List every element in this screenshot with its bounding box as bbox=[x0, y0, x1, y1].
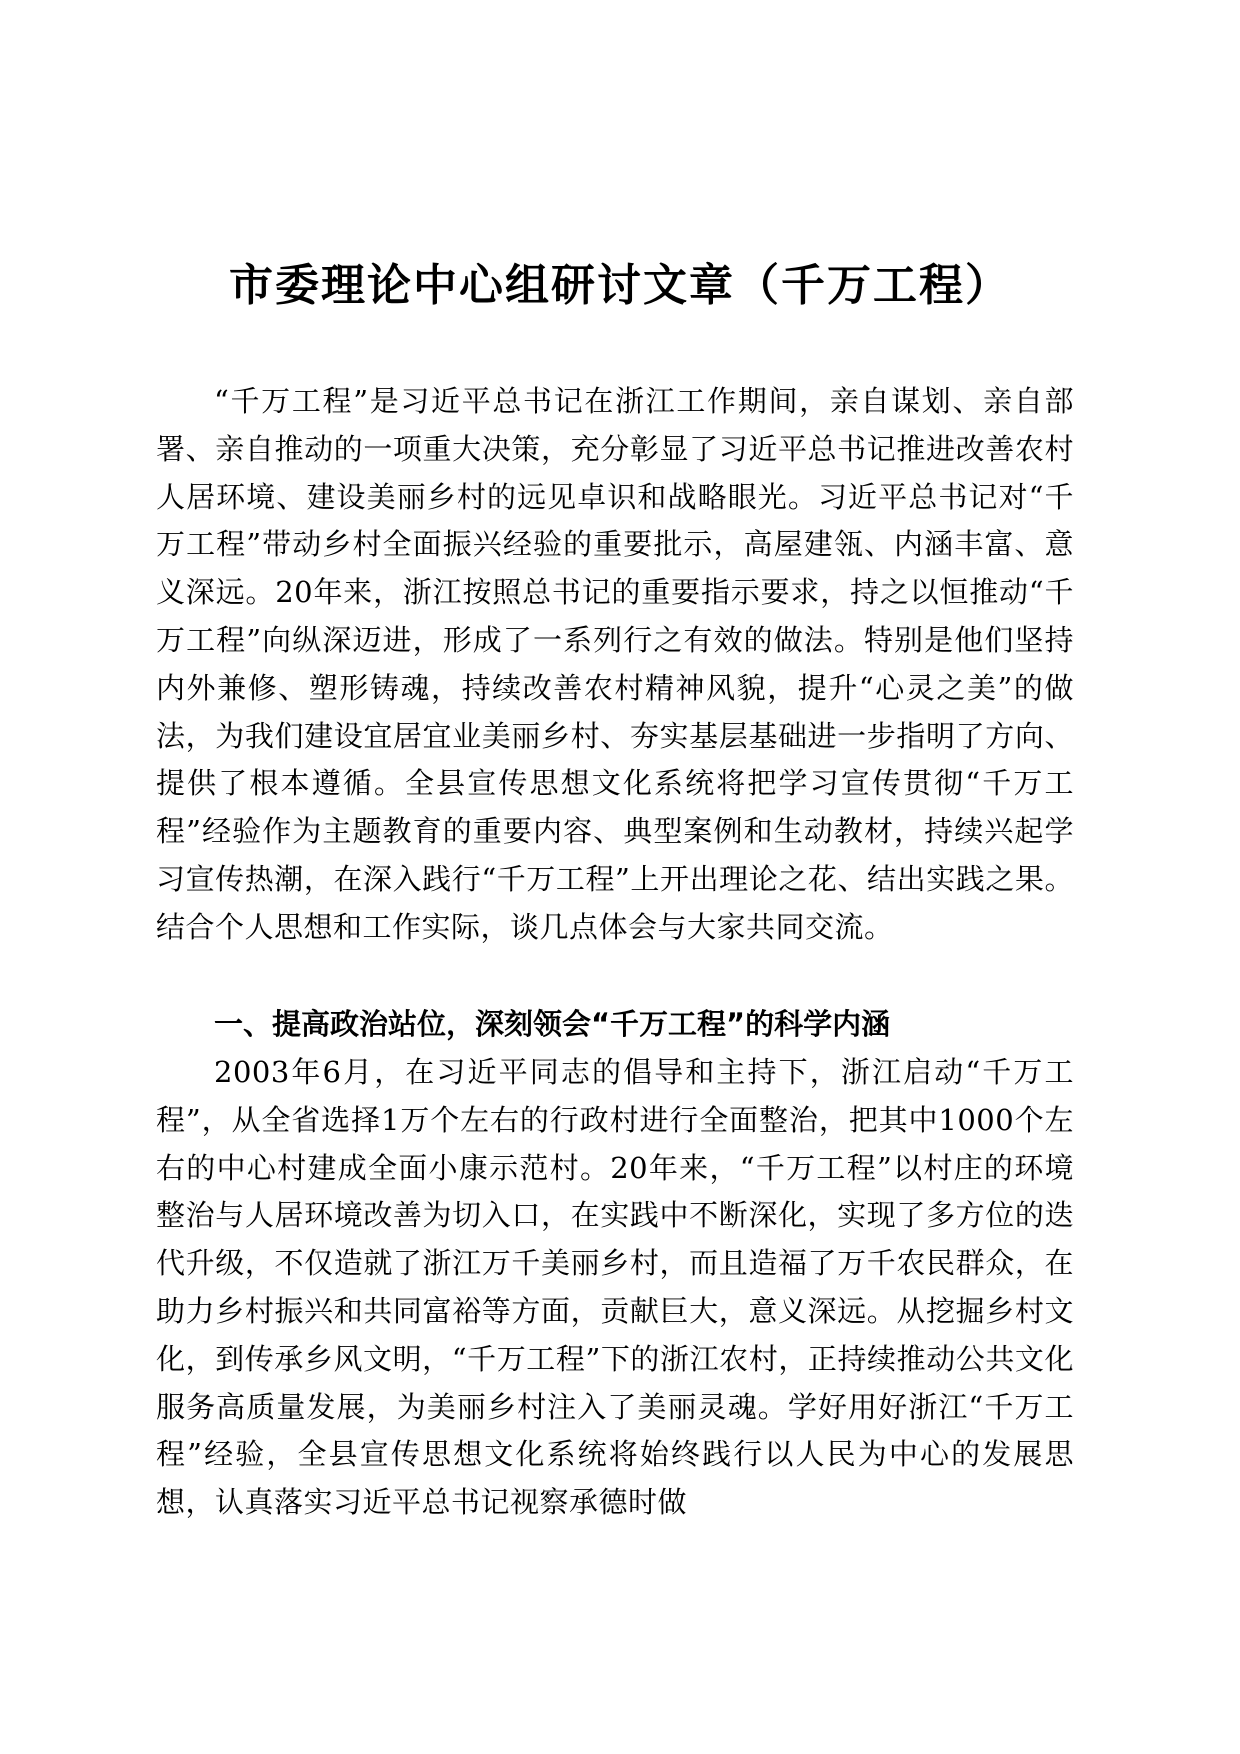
intro-paragraph: “千万工程”是习近平总书记在浙江工作期间，亲自谋划、亲自部署、亲自推动的一项重大决策，充分彰显了习近平总书记推进改善农村人居环境、建设美丽乡村的远见卓识和战略眼光。习近平总书记对“千万工程”带动乡村全面振兴经验的重要批示，高屋建瓴、内涵丰富、意义深远。20年来，浙江按照总书记的重要指示要求，持之以恒推动“千万工程”向纵深迈进，形成了一系列行之有效的做法。特别是他们坚持内外兼修、塑形铸魂，持续改善农村精神风貌，提升“心灵之美”的做法，为我们建设宜居宜业美丽乡村、夯实基层基础进一步指明了方向、提供了根本遵循。全县宣传思想文化系统将把学习宣传贯彻“千万工程”经验作为主题教育的重要内容、典型案例和生动教材，持续兴起学习宣传热潮，在深入践行“千万工程”上开出理论之花、结出实践之果。结合个人思想和工作实际，谈几点体会与大家共同交流。 bbox=[156, 384, 1074, 944]
document-title: 市委理论中心组研讨文章（千万工程） bbox=[229, 260, 1011, 311]
section-paragraph: 2003年6月，在习近平同志的倡导和主持下，浙江启动“千万工程”，从全省选择1万个左右的行政村进行全面整治，把其中1000个左右的中心村建成全面小康示范村。20年来，“千万工程”以村庄的环境整治与人居环境改善为切入口，在实践中不断深化，实现了多方位的迭代升级，不仅造就了浙江万千美丽乡村，而且造福了万千农民群众，在助力乡村振兴和共同富裕等方面，贡献巨大，意义深远。从挖掘乡村文化，到传承乡风文明，“千万工程”下的浙江农村，正持续推动公共文化服务高质量发展，为美丽乡村注入了美丽灵魂。学好用好浙江“千万工程”经验，全县宣传思想文化系统将始终践行以人民为中心的发展思想，认真落实习近平总书记视察承德时做 bbox=[156, 1055, 1074, 1520]
section-heading: 一、提高政治站位，深刻领会“千万工程”的科学内涵 bbox=[214, 1007, 891, 1041]
